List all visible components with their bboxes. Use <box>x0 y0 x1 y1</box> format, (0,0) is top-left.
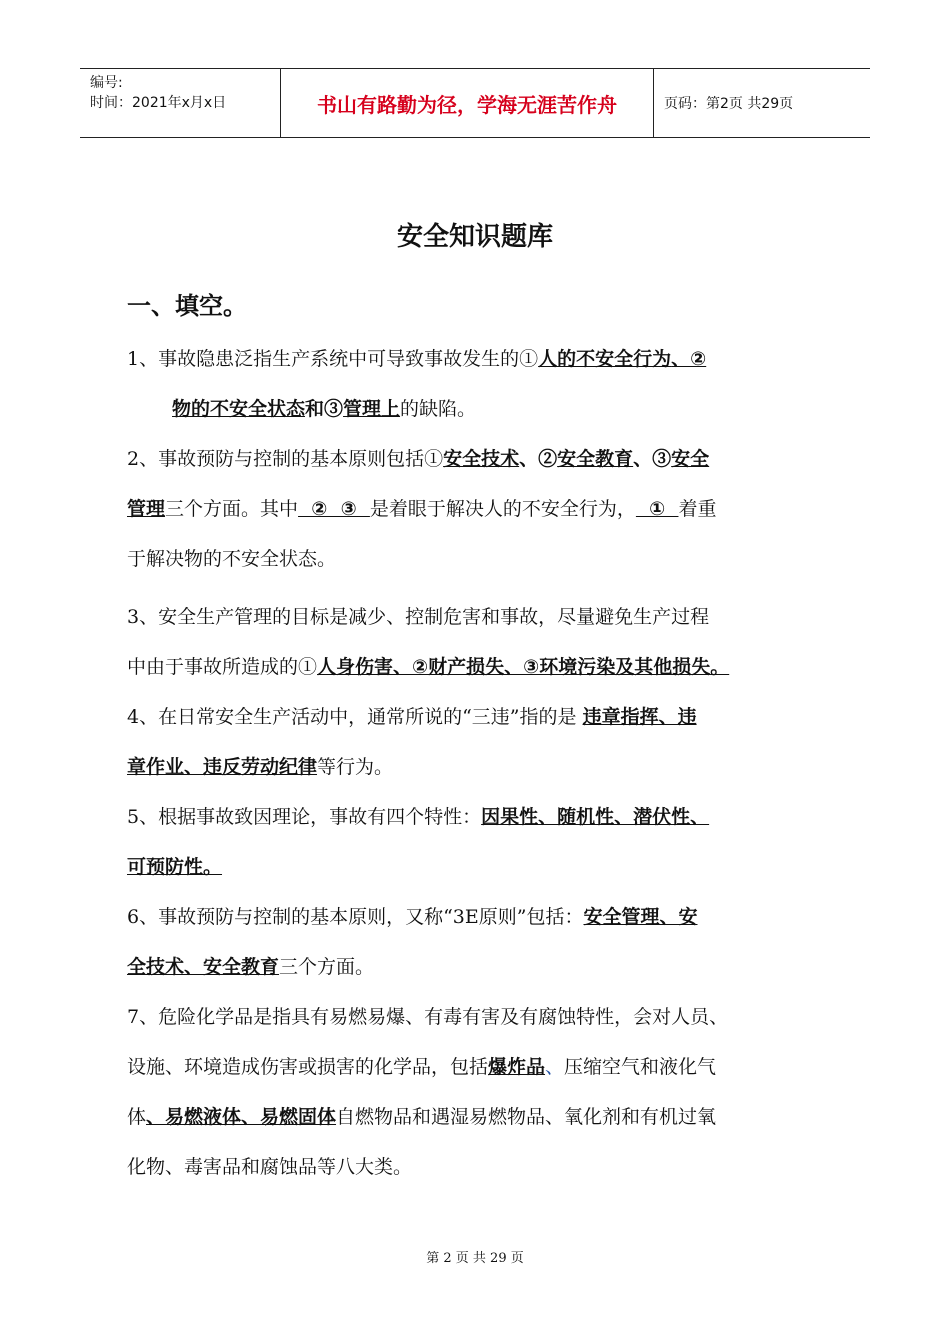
text: 压缩空气和液化气 <box>564 1056 717 1078</box>
page-footer: 第 2 页 共 29 页 <box>426 1251 524 1266</box>
text: 是着眼于解决人的不安全行为， <box>369 498 636 520</box>
text: 的缺陷。 <box>400 398 477 420</box>
answer: 人的不安全行为 <box>538 348 672 370</box>
text: 等行为。 <box>317 756 394 778</box>
section-heading: 一、填空。 <box>127 292 247 320</box>
text: 、 <box>545 1056 565 1078</box>
answer-blank: ② ③ <box>298 498 370 520</box>
text: 设施、环境造成伤害或损害的化学品，包括 <box>127 1056 489 1078</box>
question-7 <box>127 992 827 1192</box>
q7-line-1 <box>127 992 827 1042</box>
answer: 安全技术 <box>443 448 520 470</box>
text: 2、事故预防与控制的基本原则包括① <box>127 448 444 470</box>
answer: 物的不安全状态 <box>172 398 306 420</box>
text: 、② <box>671 348 707 370</box>
text: 于解决物的不安全状态。 <box>127 548 337 570</box>
text: 自燃物品和遇湿易燃物品、氧化剂和有机过氧 <box>336 1106 717 1128</box>
q2-line-2 <box>127 484 827 534</box>
q6-line-2 <box>127 942 827 992</box>
question-list <box>127 334 827 1192</box>
q5-line-1 <box>127 792 827 842</box>
question-5 <box>127 792 827 892</box>
q1-line-1 <box>127 334 827 384</box>
date-label: 时间：2021年x月x日 <box>90 95 227 111</box>
number-label: 编号: <box>90 75 123 91</box>
question-3 <box>127 592 827 692</box>
answer: 人身伤害、②财产损失、③环境污染及其他损失。 <box>317 656 730 678</box>
answer: 爆炸品 <box>488 1056 546 1078</box>
q4-line-1 <box>127 692 827 742</box>
text: 3、安全生产管理的目标是减少、控制危害和事故，尽量避免生产过程 <box>127 606 710 628</box>
q2-line-1 <box>127 434 827 484</box>
answer-blank: ① <box>635 498 679 520</box>
text: 和③ <box>305 398 344 420</box>
answer: 可预防性。 <box>127 856 223 878</box>
text: 体 <box>127 1106 147 1128</box>
page-info-text: 页码：第2页 共29页 <box>664 96 794 112</box>
answer: 全技术、安全教育 <box>127 956 280 978</box>
q6-line-1 <box>127 892 827 942</box>
q7-line-3 <box>127 1092 827 1142</box>
q1-line-2 <box>127 384 827 434</box>
text: 、② <box>519 448 558 470</box>
header-meta-cell <box>80 69 281 137</box>
question-6 <box>127 892 827 992</box>
q2-line-3 <box>127 534 827 584</box>
document-title: 安全知识题库 <box>396 222 553 252</box>
question-2 <box>127 434 827 584</box>
q3-line-2 <box>127 642 827 692</box>
motto-text: 书山有路勤为径，学海无涯苦作舟 <box>317 92 617 117</box>
question-1 <box>127 334 827 434</box>
text: 三个方面。其中 <box>165 498 299 520</box>
q3-line-1 <box>127 592 827 642</box>
answer: 因果性、随机性、潜伏性、 <box>481 806 710 828</box>
text: 中由于事故所造成的① <box>127 656 318 678</box>
text: 1、事故隐患泛指生产系统中可导致事故发生的① <box>127 348 539 370</box>
text: 化物、毒害品和腐蚀品等八大类。 <box>127 1156 413 1178</box>
q5-line-2 <box>127 842 827 892</box>
text: 三个方面。 <box>279 956 375 978</box>
question-4 <box>127 692 827 792</box>
text: 4、在日常安全生产活动中，通常所说的“三违”指的是 <box>127 706 583 728</box>
answer: 管理上 <box>343 398 401 420</box>
answer: 管理 <box>127 498 166 520</box>
header-table <box>80 68 870 138</box>
text: 7、危险化学品是指具有易燃易爆、有毒有害及有腐蚀特性，会对人员、 <box>127 1006 729 1028</box>
motto-cell <box>281 69 654 137</box>
text: 5、根据事故致因理论，事故有四个特性： <box>127 806 482 828</box>
text: 6、事故预防与控制的基本原则，又称“3E原则”包括： <box>127 906 584 928</box>
answer: 安全管理、安 <box>583 906 698 928</box>
answer: 安全 <box>671 448 710 470</box>
q7-line-4 <box>127 1142 827 1192</box>
answer: 章作业、违反劳动纪律 <box>127 756 318 778</box>
answer: 安全教育 <box>557 448 634 470</box>
spacer <box>127 584 827 592</box>
q4-line-2 <box>127 742 827 792</box>
page-info-cell <box>654 69 870 137</box>
q7-line-2 <box>127 1042 827 1092</box>
answer: 违章指挥、违 <box>582 706 697 728</box>
answer: 、易燃液体、易燃固体 <box>146 1106 337 1128</box>
text: 着重 <box>678 498 717 520</box>
text: 、③ <box>633 448 672 470</box>
